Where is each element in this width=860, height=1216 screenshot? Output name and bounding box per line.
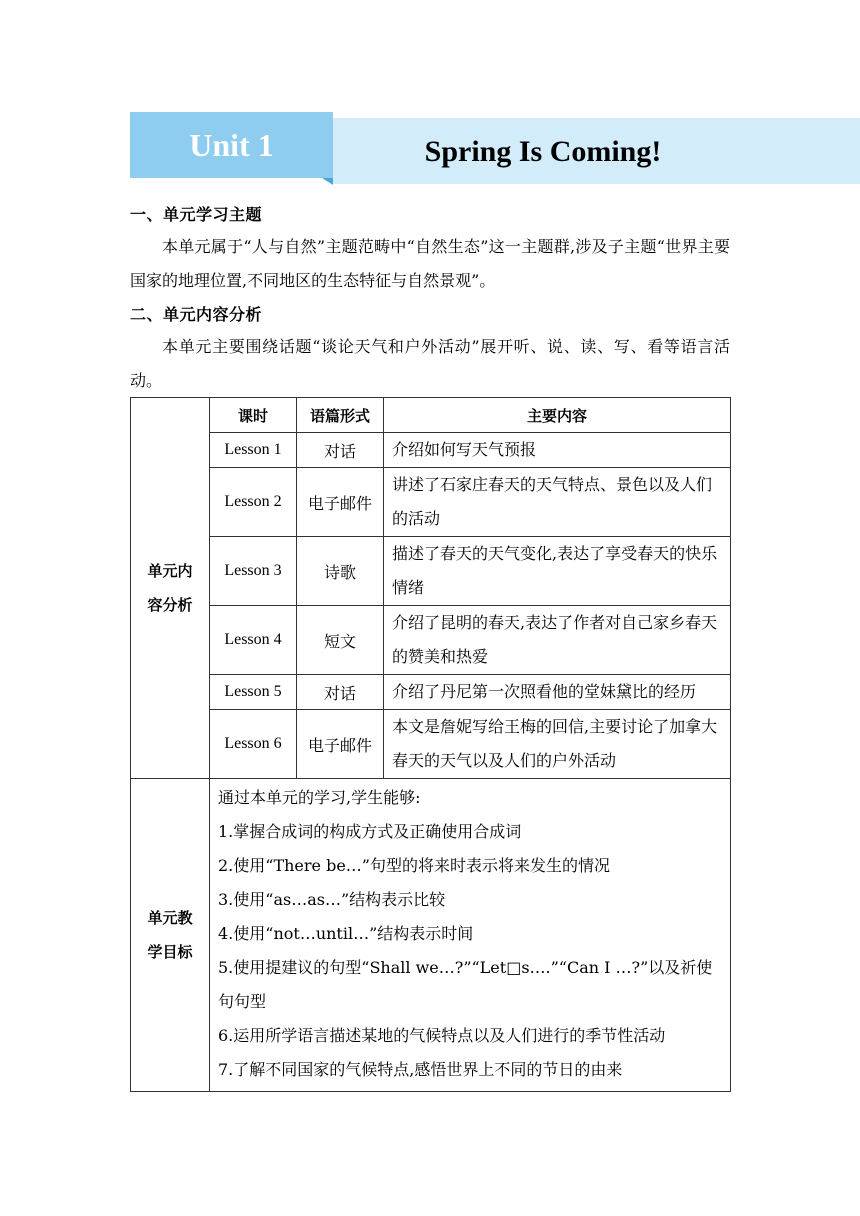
header-form: 语篇形式 [297, 398, 384, 433]
goals-label-cell [131, 779, 210, 1092]
goal-item: 4.使用“not…until…”结构表示时间 [218, 924, 474, 943]
unit-title: Spring Is Coming! [424, 135, 662, 168]
lesson-cell: Lesson 6 [210, 710, 297, 779]
lesson-cell: Lesson 3 [210, 537, 297, 606]
section-text-content: 本单元主要围绕话题“谈论天气和户外活动”展开听、说、读、写、看等语言活动。 [130, 337, 730, 390]
table-row [131, 468, 731, 537]
banner-fold [322, 178, 333, 185]
lesson-cell: Lesson 5 [210, 675, 297, 710]
goal-item: 7.了解不同国家的气候特点,感悟世界上不同的节日的由来 [218, 1060, 623, 1079]
goal-item: 2.使用“There be…”句型的将来时表示将来发生的情况 [218, 856, 610, 875]
table-row [131, 433, 731, 468]
table-row [131, 537, 731, 606]
goal-intro: 通过本单元的学习,学生能够: [218, 788, 421, 807]
form-cell: 短文 [297, 606, 384, 675]
goal-item: 6.运用所学语言描述某地的气候特点以及人们进行的季节性活动 [218, 1026, 666, 1045]
goal-item: 1.掌握合成词的构成方式及正确使用合成词 [218, 822, 522, 841]
table-row [131, 710, 731, 779]
goals-label-line1: 单元教 [147, 909, 193, 927]
section-heading-content: 二、单元内容分析 [130, 305, 263, 324]
form-cell: 电子邮件 [297, 468, 384, 537]
content-cell: 本文是詹妮写给王梅的回信,主要讨论了加拿大春天的天气以及人们的户外活动 [384, 710, 731, 779]
content-cell: 介绍了昆明的春天,表达了作者对自己家乡春天的赞美和热爱 [384, 606, 731, 675]
goals-row [131, 779, 731, 1092]
header-content: 主要内容 [384, 398, 731, 433]
content-cell: 介绍了丹尼第一次照看他的堂妹黛比的经历 [384, 675, 731, 710]
form-cell: 对话 [297, 433, 384, 468]
table-header-row [131, 398, 731, 433]
header-lesson: 课时 [210, 398, 297, 433]
goal-item: 5.使用提建议的句型“Shall we…?”“Let□s….”“Can I …?”以及祈使句句型 [218, 958, 713, 1011]
analysis-label-cell [131, 398, 210, 779]
table-row [131, 675, 731, 710]
form-cell: 对话 [297, 675, 384, 710]
section-text-theme: 本单元属于“人与自然”主题范畴中“自然生态”这一主题群,涉及子主题“世界主要国家的地理位置,不同地区的生态特征与自然景观”。 [130, 237, 730, 290]
lesson-cell: Lesson 4 [210, 606, 297, 675]
unit-number: Unit 1 [189, 127, 274, 163]
section-heading-theme: 一、单元学习主题 [130, 205, 263, 224]
form-cell: 电子邮件 [297, 710, 384, 779]
lesson-cell: Lesson 1 [210, 433, 297, 468]
goals-label-line2: 学目标 [147, 943, 193, 961]
content-cell: 介绍如何写天气预报 [384, 433, 731, 468]
table-row [131, 606, 731, 675]
content-cell: 讲述了石家庄春天的天气特点、景色以及人们的活动 [384, 468, 731, 537]
lesson-cell: Lesson 2 [210, 468, 297, 537]
analysis-label-line1: 单元内 [147, 562, 193, 580]
goals-cell [210, 779, 731, 1092]
goal-item: 3.使用“as…as…”结构表示比较 [218, 890, 446, 909]
content-cell: 描述了春天的天气变化,表达了享受春天的快乐情绪 [384, 537, 731, 606]
analysis-label-line2: 容分析 [147, 596, 193, 614]
form-cell: 诗歌 [297, 537, 384, 606]
unit-table [130, 397, 731, 1092]
